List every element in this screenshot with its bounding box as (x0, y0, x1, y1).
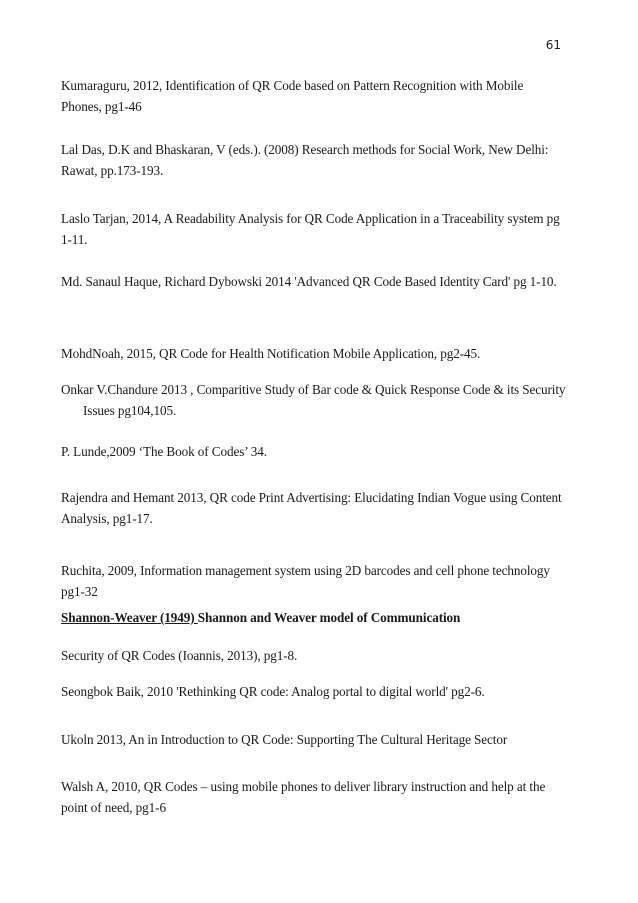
reference-laslo-tarjan: Laslo Tarjan, 2014, A Readability Analysis for QR Code Application in a Traceability system pg 1-11. (61, 211, 560, 247)
page-number: 61 (545, 38, 561, 52)
reference-rajendra-hemant: Rajendra and Hemant 2013, QR code Print Advertising: Elucidating Indian Vogue using Content Analysis, pg1-17. (61, 490, 562, 526)
reference-shannon-weaver (61, 607, 567, 628)
reference-security-qr-codes: Security of QR Codes (Ioannis, 2013), pg1-8. (61, 648, 298, 663)
reference-lal-das: Lal Das, D.K and Bhaskaran, V (eds.). (2008) Research methods for Social Work, New Delhi: Rawat, pp.173-193. (61, 142, 549, 178)
reference-walsh: Walsh A, 2010, QR Codes – using mobile phones to deliver library instruction and help at the point of need, pg1-6 (61, 779, 546, 815)
reference-kumaraguru: Kumaraguru, 2012, Identification of QR Code based on Pattern Recognition with Mobile Phones, pg1-46 (61, 78, 524, 114)
reference-mohdnoah: MohdNoah, 2015, QR Code for Health Notification Mobile Application, pg2-45. (61, 346, 481, 361)
reference-lunde: P. Lunde,2009 ‘The Book of Codes’ 34. (61, 444, 267, 459)
reference-ruchita: Ruchita, 2009, Information management system using 2D barcodes and cell phone technology pg1-32 (61, 563, 550, 599)
reference-shannon-weaver-underlined: Shannon-Weaver (1949) (61, 610, 198, 625)
reference-sanaul-haque: Md. Sanaul Haque, Richard Dybowski 2014 'Advanced QR Code Based Identity Card' pg 1-10. (61, 274, 557, 289)
reference-onkar-chandure: Onkar V.Chandure 2013 , Comparitive Study of Bar code & Quick Response Code & its Security Issues pg104,105. (61, 382, 566, 418)
reference-seongbok-baik: Seongbok Baik, 2010 'Rethinking QR code: Analog portal to digital world' pg2-6. (61, 684, 485, 699)
reference-ukoln: Ukoln 2013, An in Introduction to QR Code: Supporting The Cultural Heritage Sector (61, 732, 508, 747)
reference-shannon-weaver-title: Shannon and Weaver model of Communication (197, 610, 461, 625)
